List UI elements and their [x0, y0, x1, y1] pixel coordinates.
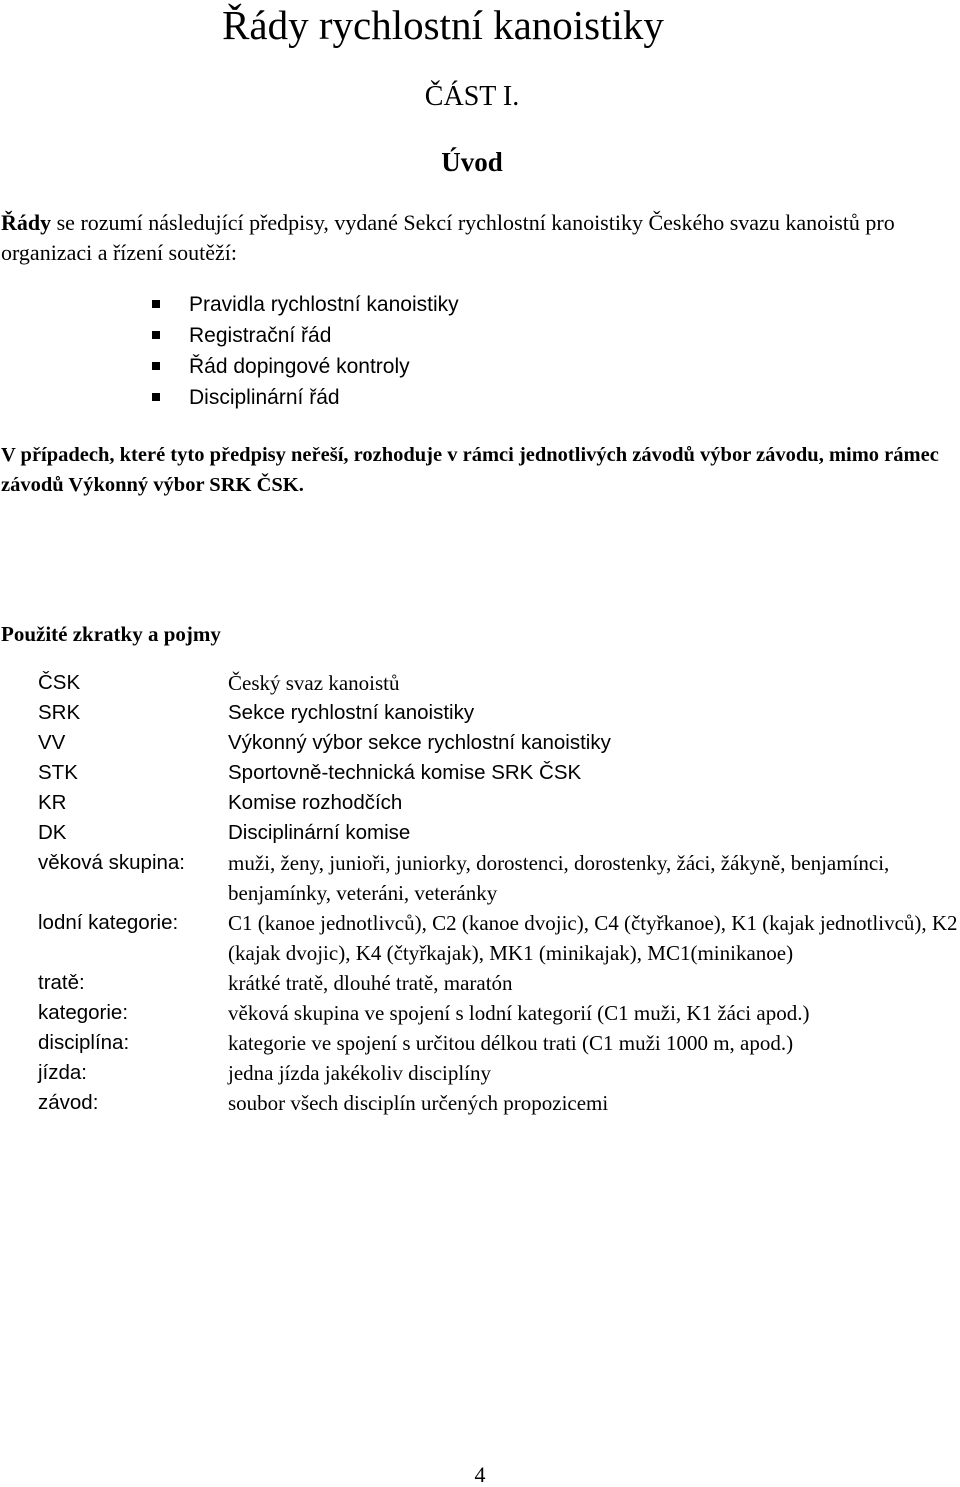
definition-description: C1 (kanoe jednotlivců), C2 (kanoe dvojic), C4 (čtyřkanoe), K1 (kajak jednotlivců), K2 (kajak dvojic), K4 (čtyřkajak), MK1 (minikajak), MC1(minikanoe): [228, 911, 958, 965]
definition-description: Disciplinární komise: [228, 821, 411, 844]
scope-note: V případech, které tyto předpisy neřeší, rozhoduje v rámci jednotlivých závodů výbor závodu, mimo rámec závodů Výkonný výbor SRK ČSK.: [1, 444, 939, 496]
abbreviations-heading: Použité zkratky a pojmy: [1, 622, 221, 646]
definition-row: [38, 908, 958, 968]
definition-term: věková skupina:: [38, 851, 186, 874]
definition-row: [38, 788, 958, 818]
definition-description: Výkonný výbor sekce rychlostní kanoistiky: [228, 731, 611, 754]
definition-row: [38, 728, 958, 758]
definition-description: jedna jízda jakékoliv disciplíny: [228, 1061, 492, 1085]
list-item: [152, 351, 459, 382]
square-bullet-icon: [152, 393, 160, 401]
list-item-text: Registrační řád: [189, 324, 332, 347]
definition-term: kategorie:: [38, 1001, 129, 1024]
definition-row: [38, 818, 958, 848]
definition-description: věková skupina ve spojení s lodní kategorií (C1 muži, K1 žáci apod.): [228, 1001, 810, 1025]
definition-term: STK: [38, 761, 78, 784]
definition-row: [38, 1058, 958, 1088]
page-number: 4: [474, 1462, 486, 1487]
list-item: [152, 289, 459, 320]
definition-description: kategorie ve spojení s určitou délkou trati (C1 muži 1000 m, apod.): [228, 1031, 794, 1055]
definition-description: Sportovně-technická komise SRK ČSK: [228, 761, 582, 784]
definition-row: [38, 968, 958, 998]
square-bullet-icon: [152, 331, 160, 339]
list-item-text: Řád dopingové kontroly: [189, 355, 410, 378]
definition-description: Komise rozhodčích: [228, 791, 403, 814]
definition-term: jízda:: [38, 1061, 87, 1084]
definition-term: KR: [38, 791, 67, 814]
definition-description: krátké tratě, dlouhé tratě, maratón: [228, 971, 513, 995]
definition-term: VV: [38, 731, 66, 754]
square-bullet-icon: [152, 300, 160, 308]
definition-term: tratě:: [38, 971, 85, 994]
definition-description: Sekce rychlostní kanoistiky: [228, 701, 475, 724]
definition-term: disciplína:: [38, 1031, 130, 1054]
definition-term: lodní kategorie:: [38, 911, 179, 934]
definition-term: závod:: [38, 1091, 99, 1114]
intro-paragraph: [1, 208, 951, 268]
part-heading: ČÁST I.: [424, 81, 520, 112]
list-item-text: Disciplinární řád: [189, 386, 340, 409]
document-title: Řády rychlostní kanoistiky: [222, 2, 664, 48]
definition-row: [38, 698, 958, 728]
list-item-text: Pravidla rychlostní kanoistiky: [189, 293, 459, 316]
definition-row: [38, 998, 958, 1028]
definition-description: Český svaz kanoistů: [228, 671, 400, 695]
list-item: [152, 382, 459, 413]
definition-term: ČSK: [38, 671, 81, 694]
definition-row: [38, 668, 958, 698]
regulations-list: [152, 289, 459, 413]
definitions-table: [38, 668, 958, 1118]
section-heading: Úvod: [441, 147, 503, 177]
definition-row: [38, 758, 958, 788]
intro-lead: Řády: [1, 210, 52, 235]
definition-row: [38, 1088, 958, 1118]
definition-description: soubor všech disciplín určených propozicemi: [228, 1091, 609, 1115]
definition-row: [38, 848, 958, 908]
definition-row: [38, 1028, 958, 1058]
definition-term: SRK: [38, 701, 81, 724]
list-item: [152, 320, 459, 351]
square-bullet-icon: [152, 362, 160, 370]
intro-text: se rozumí následující předpisy, vydané Sekcí rychlostní kanoistiky Českého svazu kanoistů pro organizaci a řízení soutěží:: [1, 210, 895, 265]
definition-term: DK: [38, 821, 67, 844]
definition-description: muži, ženy, junioři, juniorky, dorostenci, dorostenky, žáci, žákyně, benjamínci, benjamínky, veteráni, veteránky: [228, 851, 890, 905]
